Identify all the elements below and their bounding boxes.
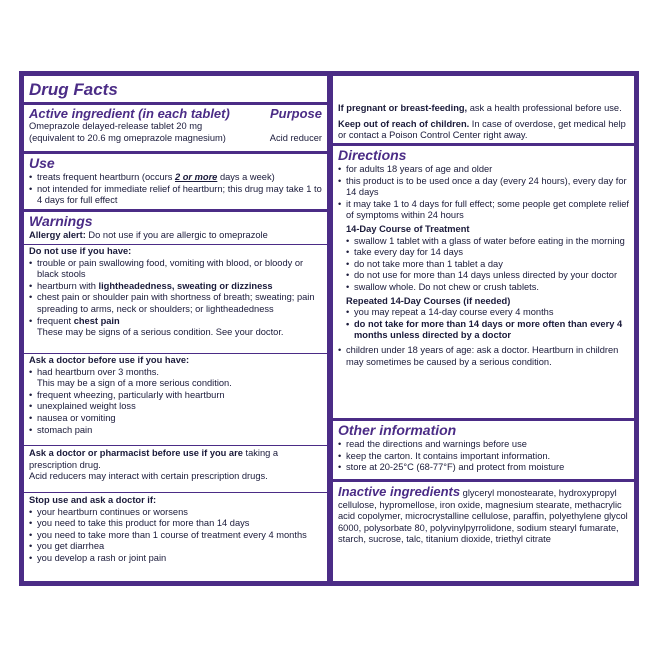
list-item: • do not take for more than 14 days or more often than every 4 months unless directed by a doctor <box>338 319 629 342</box>
ask-doctor-section <box>24 355 327 436</box>
list-item: • it may take 1 to 4 days for full effect; some people get complete relief of symptoms within 24 hours <box>338 199 629 222</box>
title-section <box>24 80 327 100</box>
right-column <box>333 76 634 581</box>
divider <box>333 418 634 421</box>
list-item: • this product is to be used once a day (every 24 hours), every day for 14 days <box>338 176 629 199</box>
allergy-alert: Allergy alert: Do not use if you are allergic to omeprazole <box>29 230 268 240</box>
ask-pharmacist-section <box>24 448 327 483</box>
divider <box>24 353 327 354</box>
use-heading: Use <box>29 155 55 171</box>
divider <box>24 445 327 446</box>
inactive-ingredients-text: Inactive ingredients glyceryl monostearate, hydroxypropyl cellulose, hypromellose, iron oxide, magnesium stearate, methacrylic acid copolymer, microcrystalline cellulose, paraffin, polyethylene glycol 6000, polysorbate 80, polyvinylpyrrolidone, sodium stearyl fumarate, starch, sucrose, talc, titanium dioxide, triethyl citrate <box>338 484 628 545</box>
list-item: • your heartburn continues or worsens <box>29 507 322 519</box>
list-item: • had heartburn over 3 months. <box>29 367 322 379</box>
list-item: • store at 20-25°C (68-77°F) and protect from moisture <box>338 462 629 474</box>
active-ingredient-line2: (equivalent to 20.6 mg omeprazole magnesium) <box>29 132 226 143</box>
list-item: • you may repeat a 14-day course every 4 months <box>338 307 629 319</box>
warnings-section <box>24 213 327 242</box>
list-item: • do not take more than 1 tablet a day <box>338 259 629 271</box>
list-item: • frequent wheezing, particularly with heartburn <box>29 390 322 402</box>
directions-heading: Directions <box>338 147 407 163</box>
page-title: Drug Facts <box>29 80 118 99</box>
list-item: • swallow whole. Do not chew or crush tablets. <box>338 282 629 294</box>
left-column <box>24 76 327 581</box>
ask-pharmacist-note: Acid reducers may interact with certain prescription drugs. <box>29 471 268 482</box>
list-item: • keep the carton. It contains important information. <box>338 451 629 463</box>
active-ingredient-line1: Omeprazole delayed-release tablet 20 mg <box>29 121 203 131</box>
ask-pharmacist-text: Ask a doctor or pharmacist before use if you are taking a prescription drug. <box>29 448 279 470</box>
purpose-text: Acid reducer <box>269 132 322 143</box>
divider <box>24 209 327 212</box>
list-item: • for adults 18 years of age and older <box>338 164 629 176</box>
list-item: • read the directions and warnings before use <box>338 439 629 451</box>
purpose-heading: Purpose <box>269 106 322 121</box>
list-item: • not intended for immediate relief of heartburn; this drug may take 1 to 4 days for full effect <box>29 184 322 207</box>
list-item: • stomach pain <box>29 425 322 437</box>
ask-doctor-heading: Ask a doctor before use if you have: <box>29 355 190 365</box>
divider <box>333 479 634 482</box>
directions-section <box>333 147 634 368</box>
keep-out-of-reach: Keep out of reach of children. In case of overdose, get medical help or contact a Poison Control Center right away. <box>338 118 626 141</box>
active-ingredient-section <box>24 106 327 144</box>
list-item-note: This may be a sign of a more serious condition. <box>37 378 232 389</box>
other-info-heading: Other information <box>338 422 457 438</box>
stop-use-section <box>24 495 327 565</box>
list-item: • take every day for 14 days <box>338 247 629 259</box>
list-item: • nausea or vomiting <box>29 413 322 425</box>
divider <box>24 244 327 245</box>
divider <box>333 143 634 146</box>
list-item: • you get diarrhea <box>29 541 322 553</box>
do-not-use-heading: Do not use if you have: <box>29 246 132 256</box>
list-item: • do not use for more than 14 days unless directed by your doctor <box>338 270 629 282</box>
stop-use-heading: Stop use and ask a doctor if: <box>29 495 157 505</box>
list-item: • frequent chest pain <box>29 316 322 328</box>
pregnancy-section <box>333 103 634 142</box>
divider <box>24 151 327 154</box>
repeat-heading: Repeated 14-Day Courses (if needed) <box>346 295 511 306</box>
list-item: • children under 18 years of age: ask a doctor. Heartburn in children may sometimes be caused by a serious condition. <box>338 345 629 368</box>
other-info-section <box>333 422 634 474</box>
pregnancy-warning: If pregnant or breast-feeding, ask a health professional before use. <box>338 103 622 113</box>
list-item: • you need to take more than 1 course of treatment every 4 months <box>29 530 322 542</box>
active-ingredient-heading: Active ingredient (in each tablet) <box>29 106 230 121</box>
list-item: • unexplained weight loss <box>29 401 322 413</box>
divider <box>24 102 327 105</box>
warnings-heading: Warnings <box>29 213 93 229</box>
list-item: • heartburn with lightheadedness, sweating or dizziness <box>29 281 322 293</box>
list-item: • you need to take this product for more than 14 days <box>29 518 322 530</box>
course-heading: 14-Day Course of Treatment <box>346 223 470 234</box>
list-item: • you develop a rash or joint pain <box>29 553 322 565</box>
list-item: • swallow 1 tablet with a glass of water before eating in the morning <box>338 236 629 248</box>
use-section <box>24 155 327 207</box>
list-item: • chest pain or shoulder pain with shortness of breath; sweating; pain spreading to arms, neck or shoulders; or lightheadedness <box>29 292 322 315</box>
inactive-ingredients-section <box>333 484 634 546</box>
list-item-note: These may be signs of a serious condition. See your doctor. <box>37 327 284 338</box>
list-item: • trouble or pain swallowing food, vomiting with blood, or bloody or black stools <box>29 258 322 281</box>
list-item: • treats frequent heartburn (occurs 2 or more days a week) <box>29 172 322 184</box>
do-not-use-section <box>24 246 327 339</box>
divider <box>24 492 327 493</box>
